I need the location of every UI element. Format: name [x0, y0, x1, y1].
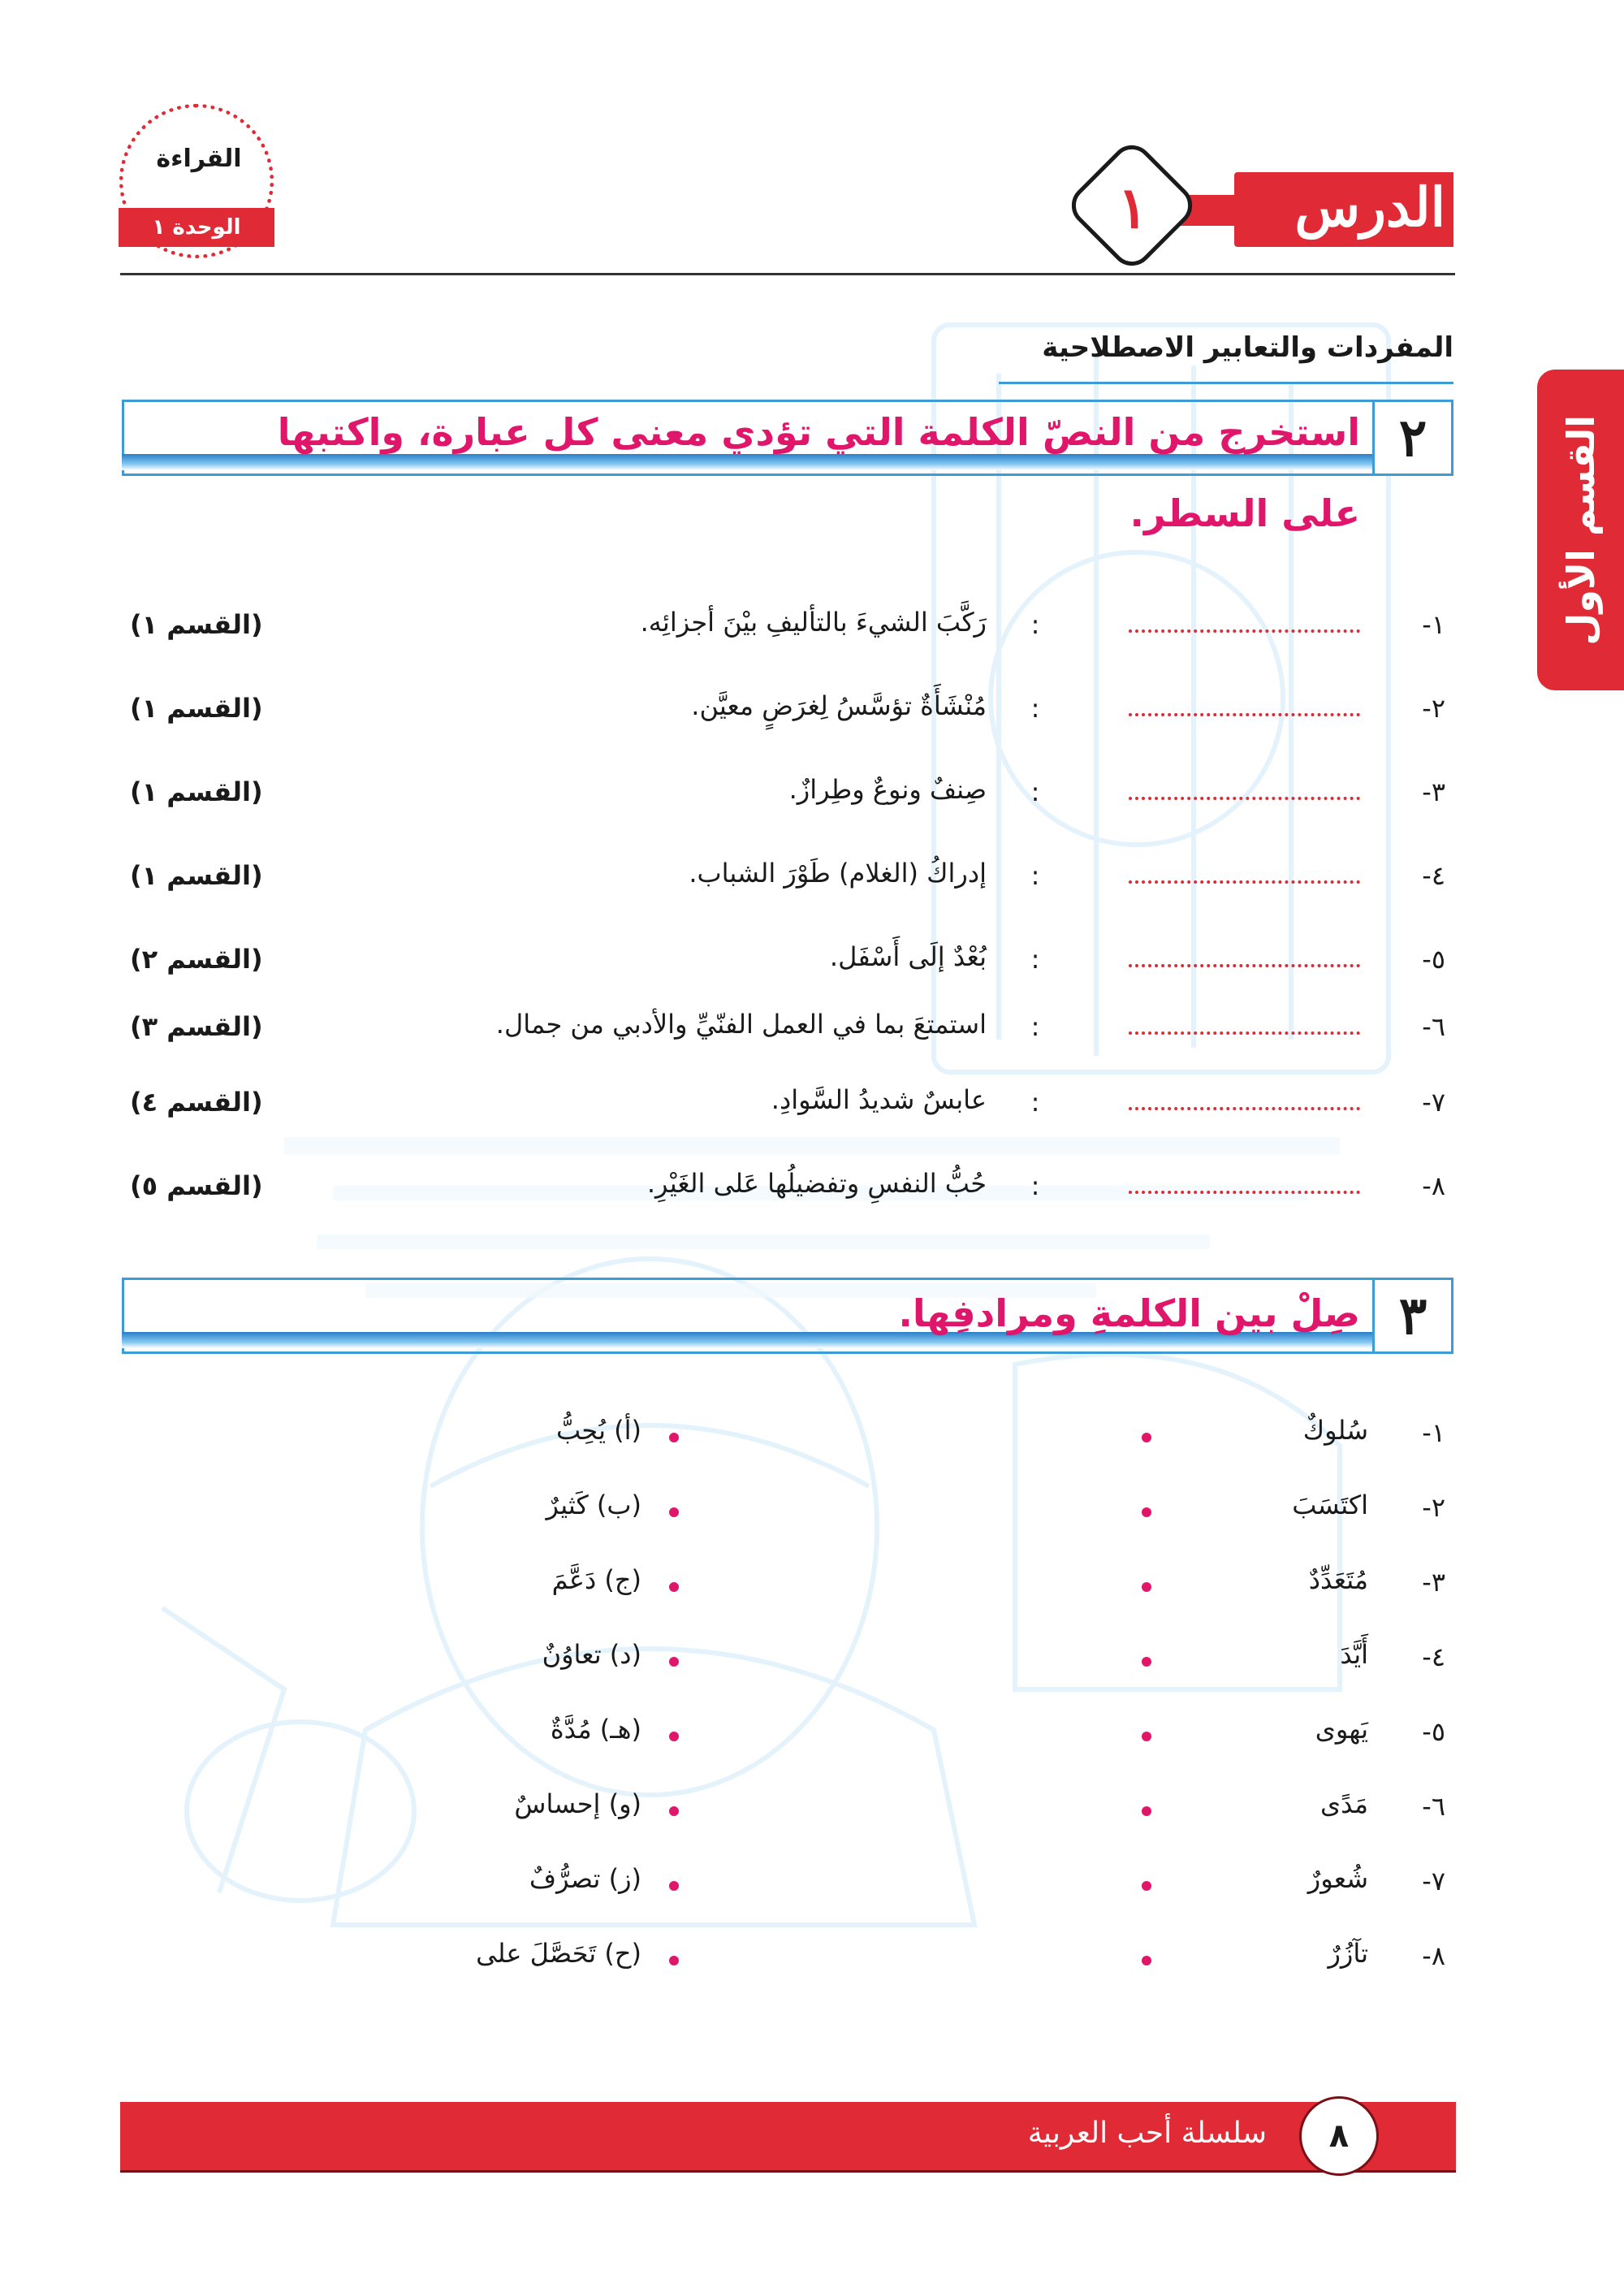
header-divider — [120, 273, 1455, 275]
row-colon: : — [1030, 693, 1040, 724]
answer-line[interactable] — [1129, 797, 1360, 800]
row-colon: : — [1030, 860, 1040, 891]
exercise-2-highlight-strip — [122, 454, 1372, 470]
exercise-2-row-section-ref: (القسم ١) — [130, 609, 263, 640]
exercise-3-item-number: ٥- — [1422, 1716, 1445, 1747]
exercise-2-row-section-ref: (القسم ٥) — [130, 1170, 263, 1201]
exercise-3-item-number: ٢- — [1422, 1492, 1445, 1523]
lesson-title: الدرس — [1294, 175, 1445, 239]
match-dot-right[interactable] — [669, 1881, 679, 1891]
exercise-3-synonym: (ج) دَعَّمَ — [551, 1564, 641, 1595]
answer-line[interactable] — [1129, 1031, 1360, 1035]
match-dot-left[interactable] — [1142, 1657, 1151, 1667]
exercise-3-word: أَيَّدَ — [1340, 1639, 1368, 1670]
row-colon: : — [1030, 1087, 1040, 1118]
exercise-2-instruction-line1: استخرج من النصّ الكلمة التي تؤدي معنى كل عبارة، واكتبها — [277, 410, 1360, 454]
match-dot-left[interactable] — [1142, 1806, 1151, 1816]
match-dot-left[interactable] — [1142, 1507, 1151, 1517]
exercise-3-word: سُلوكٌ — [1302, 1415, 1368, 1446]
exercise-2-row-definition: رَكَّبَ الشيءَ بالتأليفِ بيْنَ أجزائِه. — [640, 607, 987, 638]
exercise-3-item-number: ٦- — [1422, 1791, 1445, 1822]
unit-label: الوحدة ١ — [152, 215, 241, 240]
exercise-2-row-section-ref: (القسم ٤) — [130, 1087, 263, 1118]
exercise-2-row-definition: عابسٌ شديدُ السَّوادِ. — [771, 1084, 987, 1115]
exercise-2-row-number: ٥- — [1422, 944, 1445, 975]
row-colon: : — [1030, 609, 1040, 640]
exercise-3-word: اكتَسَبَ — [1292, 1490, 1368, 1520]
lesson-number-wrap — [1064, 154, 1202, 260]
row-colon: : — [1030, 1170, 1040, 1201]
exercise-2-row-definition: بُعْدٌ إلَى أَسْفَل. — [829, 941, 987, 972]
exercise-2-row-section-ref: (القسم ٢) — [130, 944, 263, 975]
exercise-2-row-section-ref: (القسم ٣) — [130, 1011, 263, 1042]
answer-line[interactable] — [1129, 1191, 1360, 1194]
exercise-3-instruction: صِلْ بين الكلمةِ ومرادفِها. — [898, 1291, 1360, 1335]
reading-label: القراءة — [156, 145, 242, 173]
page-number-circle — [1299, 2096, 1379, 2176]
exercise-3-item-number: ٣- — [1422, 1567, 1445, 1598]
row-colon: : — [1030, 1011, 1040, 1042]
match-dot-right[interactable] — [669, 1732, 679, 1741]
exercise-3-number: ٣ — [1398, 1285, 1427, 1347]
match-dot-left[interactable] — [1142, 1433, 1151, 1442]
exercise-2-number: ٢ — [1398, 407, 1427, 469]
exercise-3-item-number: ١- — [1422, 1417, 1445, 1448]
exercise-2-row-definition: حُبُّ النفسِ وتفضيلُها عَلى الغَيْرِ. — [646, 1168, 987, 1199]
row-colon: : — [1030, 776, 1040, 807]
answer-line[interactable] — [1129, 1107, 1360, 1110]
exercise-2-row-section-ref: (القسم ١) — [130, 860, 263, 891]
exercise-3-synonym: (هـ) مُدَّةٌ — [550, 1714, 641, 1745]
answer-line[interactable] — [1129, 713, 1360, 716]
match-dot-right[interactable] — [669, 1956, 679, 1965]
exercise-3-item-number: ٨- — [1422, 1940, 1445, 1971]
exercise-3-word: يَهوى — [1315, 1714, 1368, 1745]
exercise-2-row-section-ref: (القسم ١) — [130, 776, 263, 807]
exercise-2-number-box — [1372, 400, 1453, 476]
exercise-3-synonym: (و) إحساسٌ — [514, 1788, 641, 1819]
series-title: سلسلة أحب العربية — [1027, 2117, 1267, 2150]
match-dot-right[interactable] — [669, 1507, 679, 1517]
exercise-2-row-number: ١- — [1422, 609, 1445, 640]
exercise-3-word: شُعورٌ — [1307, 1863, 1368, 1894]
exercise-3-word: تآزُرٌ — [1328, 1938, 1368, 1969]
exercise-2-row-number: ٧- — [1422, 1087, 1445, 1118]
page-number: ٨ — [1328, 2117, 1350, 2155]
footer-rule — [120, 2170, 1456, 2173]
exercise-3-item-number: ٤- — [1422, 1641, 1445, 1672]
match-dot-right[interactable] — [669, 1582, 679, 1592]
answer-line[interactable] — [1129, 629, 1360, 633]
row-colon: : — [1030, 944, 1040, 975]
lesson-banner — [1234, 172, 1453, 247]
match-dot-left[interactable] — [1142, 1881, 1151, 1891]
background-illustration — [122, 309, 1462, 1974]
unit-bar — [119, 208, 274, 247]
answer-line[interactable] — [1129, 964, 1360, 967]
exercise-2-row-definition: مُنْشَأَةٌ تؤسَّسُ لِغرَضٍ معيَّن. — [691, 690, 987, 721]
exercise-3-word: مَدًى — [1320, 1788, 1368, 1819]
exercise-3-synonym: (د) تعاوُنٌ — [542, 1639, 641, 1670]
answer-line[interactable] — [1129, 880, 1360, 884]
section-heading: المفردات والتعابير الاصطلاحية — [1042, 331, 1453, 364]
match-dot-left[interactable] — [1142, 1956, 1151, 1965]
match-dot-right[interactable] — [669, 1657, 679, 1667]
lesson-number: ١ — [1117, 173, 1148, 241]
exercise-2-row-section-ref: (القسم ١) — [130, 693, 263, 724]
exercise-2-row-number: ٣- — [1422, 776, 1445, 807]
exercise-2-row-number: ٢- — [1422, 693, 1445, 724]
match-dot-right[interactable] — [669, 1806, 679, 1816]
side-tab — [1537, 370, 1624, 690]
exercise-3-synonym: (ز) تصرُّفٌ — [529, 1863, 641, 1894]
match-dot-right[interactable] — [669, 1433, 679, 1442]
exercise-2-row-number: ٤- — [1422, 860, 1445, 891]
exercise-3-item-number: ٧- — [1422, 1866, 1445, 1896]
exercise-3-word: مُتَعَدِّدٌ — [1308, 1564, 1368, 1595]
exercise-3-synonym: (أ) يُحِبُّ — [555, 1415, 641, 1446]
match-dot-left[interactable] — [1142, 1582, 1151, 1592]
exercise-2-row-definition: استمتعَ بما في العمل الفنّيِّ والأدبي من جمال. — [495, 1009, 987, 1040]
section-heading-underline — [999, 382, 1453, 384]
side-tab-label: القسم الأول — [1558, 414, 1603, 646]
exercise-3-synonym: (ب) كَثيرٌ — [546, 1490, 641, 1520]
exercise-3-number-box — [1372, 1278, 1453, 1354]
exercise-2-row-definition: إدراكُ (الغلام) طَوْرَ الشباب. — [689, 858, 987, 889]
exercise-2-instruction-line2: على السطر. — [1129, 491, 1360, 535]
exercise-2-row-number: ٦- — [1422, 1011, 1445, 1042]
exercise-3-synonym: (ح) تَحَصَّلَ على — [476, 1938, 641, 1969]
exercise-2-row-number: ٨- — [1422, 1170, 1445, 1201]
exercise-2-row-definition: صِنفٌ ونوعٌ وطِرازٌ. — [788, 774, 987, 805]
match-dot-left[interactable] — [1142, 1732, 1151, 1741]
